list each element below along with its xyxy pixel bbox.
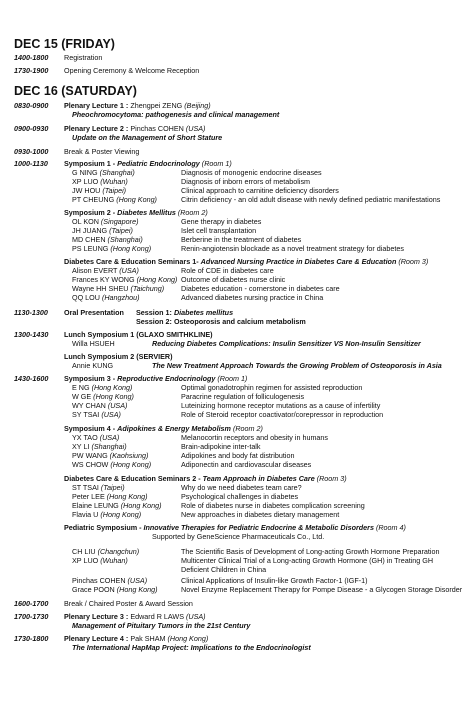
speaker-name: YX TAO (USA) <box>72 433 120 442</box>
day-heading-dec15: DEC 15 (FRIDAY) <box>14 37 115 51</box>
talk-title: Diagnosis of monogenic endocrine diseases <box>181 168 322 177</box>
lecture-title: The International HapMap Project: Implications to the Endocrinologist <box>72 643 311 652</box>
symposium-3-header: Symposium 3 - Reproductive Endocrinology (Room 1) <box>64 374 248 383</box>
time-slot: 0830-0900 <box>14 101 49 110</box>
speaker-name: Alison EVERT (USA) <box>72 266 139 275</box>
speaker-name: ST TSAI (Taipei) <box>72 483 125 492</box>
speaker-name: XP LUO (Wuhan) <box>72 556 128 565</box>
oral-session-2: Session 2: Osteoporosis and calcium metabolism <box>136 317 306 326</box>
time-slot: 1000-1130 <box>14 159 48 168</box>
talk-title: Psychological challenges in diabetes <box>181 492 299 501</box>
dce-seminar-2-header: Diabetes Care & Education Seminars 2 - Team Approach in Diabetes Care (Room 3) <box>64 474 347 483</box>
speaker-name: CH LIU (Changchun) <box>72 547 140 556</box>
speaker-name: Frances KY WONG (Hong Kong) <box>72 275 178 284</box>
time-slot: 1700-1730 <box>14 612 49 621</box>
talk-title: Adipokines and body fat distribution <box>181 451 295 460</box>
talk-title: Adiponectin and cardiovascular diseases <box>181 460 312 469</box>
room: (Room 1) <box>201 159 232 168</box>
talk-title: Role of CDE in diabetes care <box>181 266 274 275</box>
talk-title: Diagnosis of inborn errors of metabolism <box>181 177 311 186</box>
talk-title: Novel Enzyme Replacement Therapy for Pompe Disease - a Glycogen Storage Disorder <box>181 585 463 594</box>
time-slot: 0900-0930 <box>14 124 49 133</box>
speaker-name: Peter LEE (Hong Kong) <box>72 492 148 501</box>
talk-title: Clinical Applications of Insulin-like Growth Factor-1 (IGF-1) <box>181 576 368 585</box>
talk-title: Islet cell transplantation <box>181 226 257 235</box>
time-slot: 1730-1800 <box>14 634 49 643</box>
symposium-1-header <box>64 159 232 168</box>
speaker-name: Elaine LEUNG (Hong Kong) <box>72 501 162 510</box>
time-slot: 0930-1000 <box>14 147 49 156</box>
speaker-name: XP LUO (Wuhan) <box>72 177 128 186</box>
talk-title: Advanced diabetes nursing practice in China <box>181 293 324 302</box>
day-heading-dec16: DEC 16 (SATURDAY) <box>14 84 137 98</box>
speaker-name: PS LEUNG (Hong Kong) <box>72 244 152 253</box>
plenary-label: Plenary Lecture 2 : <box>64 124 129 133</box>
oral-presentation-label: Oral Presentation <box>64 308 124 317</box>
lunch-symposium-2-header: Lunch Symposium 2 (SERVIER) <box>64 352 173 361</box>
plenary-lecture-1 <box>64 101 211 110</box>
session-text: Break / Chaired Poster & Award Session <box>64 599 193 608</box>
speaker-name: JW HOU (Taipei) <box>72 186 127 195</box>
speaker: Zhengpei ZENG <box>130 101 183 110</box>
pediatric-symposium-header: Pediatric Symposium - Innovative Therapies for Pediatric Endocrine & Metabolic Disorders (Room 4) <box>64 523 406 532</box>
speaker-name: PW WANG (Kaohsiung) <box>72 451 149 460</box>
talk-title: Multicenter Clinical Trial of a Long-acting Growth Hormone (GH) in Treating GH <box>181 556 434 565</box>
talk-title: Paracrine regulation of folliculogenesis <box>181 392 305 401</box>
speaker-name: PT CHEUNG (Hong Kong) <box>72 195 157 204</box>
talk-title: The New Treatment Approach Towards the Growing Problem of Osteoporosis in Asia <box>152 361 442 370</box>
talk-title: Melanocortin receptors and obesity in humans <box>181 433 329 442</box>
talk-title: Outcome of diabetes nurse clinic <box>181 275 286 284</box>
talk-title: Role of diabetes nurse in diabetes complication screening <box>181 501 365 510</box>
plenary-lecture-2 <box>64 124 205 133</box>
plenary-lecture-3: Plenary Lecture 3 : Edward R LAWS (USA) <box>64 612 206 621</box>
speaker-name: OL KON (Singapore) <box>72 217 139 226</box>
speaker-name: Annie KUNG <box>72 361 114 370</box>
talk-title: Role of Steroid receptor coactivator/corepressor in reproduction <box>181 410 384 419</box>
speaker-name: Wayne HH SHEU (Taichung) <box>72 284 165 293</box>
sponsor-note: Supported by GeneScience Pharmaceuticals Co., Ltd. <box>152 532 325 541</box>
time-slot: 1730-1900 <box>14 66 49 75</box>
speaker-name: Pinchas COHEN (USA) <box>72 576 148 585</box>
talk-title: New approaches in diabetes dietary management <box>181 510 340 519</box>
time-slot: 1600-1700 <box>14 599 49 608</box>
speaker-name: SY TSAI (USA) <box>72 410 121 419</box>
talk-title: Renin-angiotensin blockade as a novel treatment strategy for diabetes <box>181 244 404 253</box>
talk-title: Gene therapy in diabetes <box>181 217 262 226</box>
lunch-symposium-1-header: Lunch Symposium 1 (GLAXO SMITHKLINE) <box>64 330 213 339</box>
speaker-name: WS CHOW (Hong Kong) <box>72 460 152 469</box>
talk-title-continued: Deficient Children in China <box>181 565 267 574</box>
lecture-title: Update on the Management of Short Stature <box>72 133 223 142</box>
speaker: Pinchas COHEN <box>130 124 184 133</box>
time-slot: 1300-1430 <box>14 330 49 339</box>
talk-title: Optimal gonadotrophin regimen for assisted reproduction <box>181 383 363 392</box>
speaker-name: Willa HSUEH <box>72 339 115 348</box>
speaker-name: JH JUANG (Taipei) <box>72 226 133 235</box>
plenary-label: Plenary Lecture 1 : <box>64 101 129 110</box>
time-slot: 1400-1800 <box>14 53 49 62</box>
speaker-name: MD CHEN (Shanghai) <box>72 235 143 244</box>
speaker-name: G NING (Shanghai) <box>72 168 135 177</box>
talk-title: Brain-adipokine inter-talk <box>181 442 261 451</box>
speaker-name: W GE (Hong Kong) <box>72 392 134 401</box>
talk-title: Citrin deficiency - an old adult disease with newly defined pediatric manifestations <box>181 195 441 204</box>
talk-title: The Scientific Basis of Development of Long-acting Growth Hormone Preparation <box>181 547 440 556</box>
symposium-label: Symposium 1 - <box>64 159 116 168</box>
speaker-name: E NG (Hong Kong) <box>72 383 133 392</box>
speaker-place: (USA) <box>185 124 206 133</box>
time-slot: 1130-1300 <box>14 308 48 317</box>
talk-title: Berberine in the treatment of diabetes <box>181 235 302 244</box>
symposium-4-header: Symposium 4 - Adipokines & Energy Metabolism (Room 2) <box>64 424 263 433</box>
speaker-name: XY LI (Shanghai) <box>72 442 127 451</box>
session-text: Opening Ceremony & Welcome Reception <box>64 66 200 75</box>
session-text: Break & Poster Viewing <box>64 147 140 156</box>
talk-title: Diabetes education - cornerstone in diabetes care <box>181 284 340 293</box>
talk-title: Clinical approach to carnitine deficiency disorders <box>181 186 339 195</box>
speaker-place: (Beijing) <box>184 101 211 110</box>
talk-title: Why do we need diabetes team care? <box>181 483 302 492</box>
time-slot: 1430-1600 <box>14 374 49 383</box>
lecture-title: Management of Pituitary Tumors in the 21st Century <box>72 621 251 630</box>
speaker-name: Flavia U (Hong Kong) <box>72 510 142 519</box>
speaker-name: WY CHAN (USA) <box>72 401 128 410</box>
symposium-2-header: Symposium 2 - Diabetes Mellitus (Room 2) <box>64 208 208 217</box>
lecture-title: Pheochromocytoma: pathogenesis and clinical management <box>72 110 280 119</box>
dce-seminar-1-header: Diabetes Care & Education Seminars 1- Advanced Nursing Practice in Diabetes Care & Education (Room 3) <box>64 257 429 266</box>
speaker-name: QQ LOU (Hangzhou) <box>72 293 140 302</box>
talk-title: Reducing Diabetes Complications: Insulin Sensitizer VS Non-Insulin Sensitizer <box>152 339 421 348</box>
oral-session-1: Session 1: Diabetes mellitus <box>136 308 234 317</box>
session-text: Registration <box>64 53 103 62</box>
plenary-lecture-4: Plenary Lecture 4 : Pak SHAM (Hong Kong) <box>64 634 209 643</box>
talk-title: Luteinizing hormone receptor mutations as a cause of infertility <box>181 401 381 410</box>
speaker-name: Grace POON (Hong Kong) <box>72 585 158 594</box>
symposium-topic: Pediatric Endocrinology <box>117 159 200 168</box>
